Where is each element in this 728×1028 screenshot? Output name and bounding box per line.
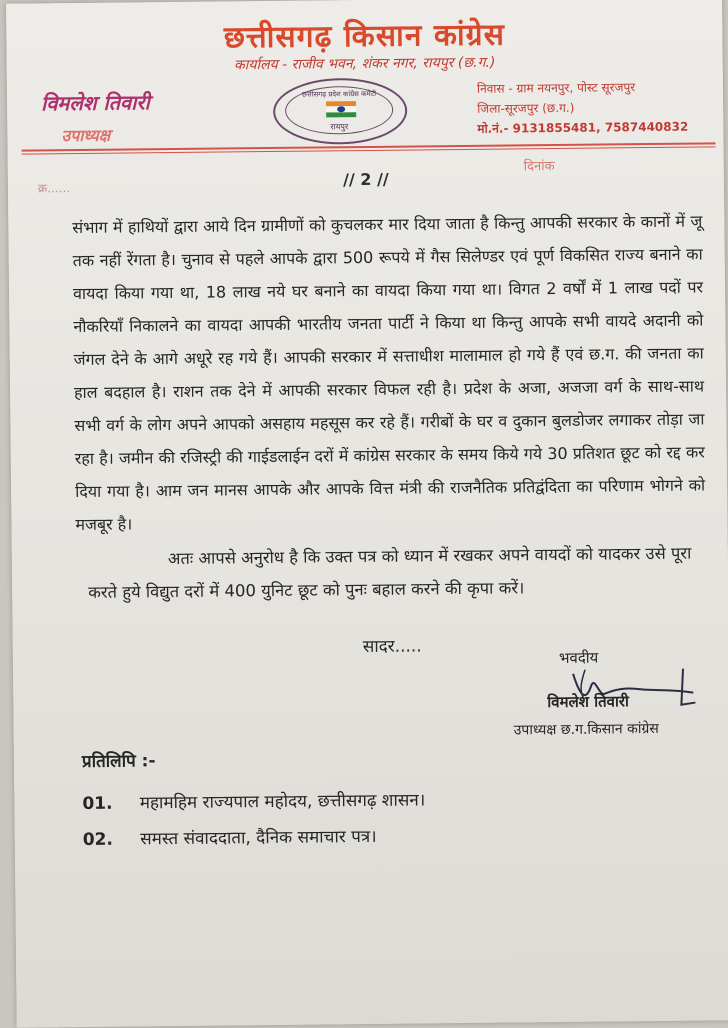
request-paragraph: अतः आपसे अनुरोध है कि उक्त पत्र को ध्यान में रखकर अपने वायदों को यादकर उसे पूरा करते हुये विद्युत दरों में 400 युनिट छूट को पुनः बहाल करने की कृपा करें। xyxy=(88,543,692,602)
copy-item-text: समस्त संवाददाता, दैनिक समाचार पत्र। xyxy=(140,826,377,850)
party-seal-logo xyxy=(273,78,408,145)
residence-line-2: जिला-सूरजपुर (छ.ग.) xyxy=(477,100,575,116)
letter-page xyxy=(6,0,728,1028)
signatory-designation: उपाध्यक्ष छ.ग.किसान कांग्रेस xyxy=(513,720,659,739)
signature-block xyxy=(513,646,724,739)
copy-item-number: 02. xyxy=(82,829,114,850)
sender-post: उपाध्यक्ष xyxy=(61,125,111,146)
copy-to-item xyxy=(82,787,425,814)
hand-symbol-icon xyxy=(337,106,345,112)
signatory-name: विमलेश तिवारी xyxy=(547,692,629,712)
copy-to-item xyxy=(83,824,377,850)
organization-title: छत्तीसगढ़ किसान कांग्रेस xyxy=(223,17,506,56)
closing-salutation: सादर..... xyxy=(362,636,422,658)
seal-city: रायपुर xyxy=(330,122,349,132)
sender-block xyxy=(41,88,150,146)
page-marker: // 2 // xyxy=(342,169,389,190)
date-label: दिनांक xyxy=(523,159,555,175)
sender-name: विमलेश तिवारी xyxy=(40,90,150,116)
office-address: कार्यालय - राजीव भवन, शंकर नगर, रायपुर (छ.ग.) xyxy=(233,54,496,74)
reference-number-label: क्र...... xyxy=(37,181,71,196)
copy-to-heading: प्रतिलिपि :- xyxy=(81,751,156,772)
residence-line-1: निवास - ग्राम नयनपुर, पोस्ट सूरजपुर xyxy=(476,80,636,96)
copy-item-number: 01. xyxy=(82,793,113,814)
seal-inner-ring xyxy=(285,86,393,135)
copy-item-text: महामहिम राज्यपाल महोदय, छत्तीसगढ़ शासन। xyxy=(139,790,426,814)
signature-salutation: भवदीय xyxy=(558,648,599,667)
flag-icon xyxy=(326,101,356,117)
phone-numbers: मो.नं.- 9131855481, 7587440832 xyxy=(477,119,689,136)
letter-body: संभाग में हाथियों द्वारा आये दिन ग्रामीणों को कुचलकर मार दिया जाता है किन्तु आपकी सरकार के कानों में जू तक नहीं रेंगता है। चुनाव से पहले आपके द्वारा 500 रूपये में गैस सिलेण्डर एवं पूर्ण विकसित राज्य बनाने का वायदा किया गया था, 18 लाख नये घर बनाने का वायदा किया गया था। विगत 2 वर्षों में 1 लाख पदों पर नौकरियाँ निकालने का वायदा आपकी भारतीय जनता पार्टी ने किया था किन्तु आपके सभी वायदे अदानी को जंगल देने के आगे अधूरे रह गये हैं। आपकी सरकार में सत्ताधीश मालामाल हो गये हैं एवं छ.ग. की जनता का हाल बदहाल है। राशन तक देने में आपकी सरकार विफल रही है। प्रदेश के अजा, अजजा वर्ग के साथ-साथ सभी वर्ग के लोग अपने आपको असहाय महसूस कर रहे हैं। गरीबों के घर व दुकान बुलडोजर लगाकर तोड़ा जा रहा है। जमीन की रजिस्ट्री की गाईडलाईन दरों में कांग्रेस सरकार के समय किये गये 30 प्रतिशत छूट को रद्द कर दिया गया है। आम जन मानस आपके और आपके वित्त मंत्री की राजनैतिक प्रतिद्वंदिता का परिणाम भोगने को मजबूर है। xyxy=(72,211,706,535)
residence-block xyxy=(477,77,689,139)
seal-text: छत्तीसगढ़ प्रदेश कांग्रेस कमेटी xyxy=(301,89,377,99)
